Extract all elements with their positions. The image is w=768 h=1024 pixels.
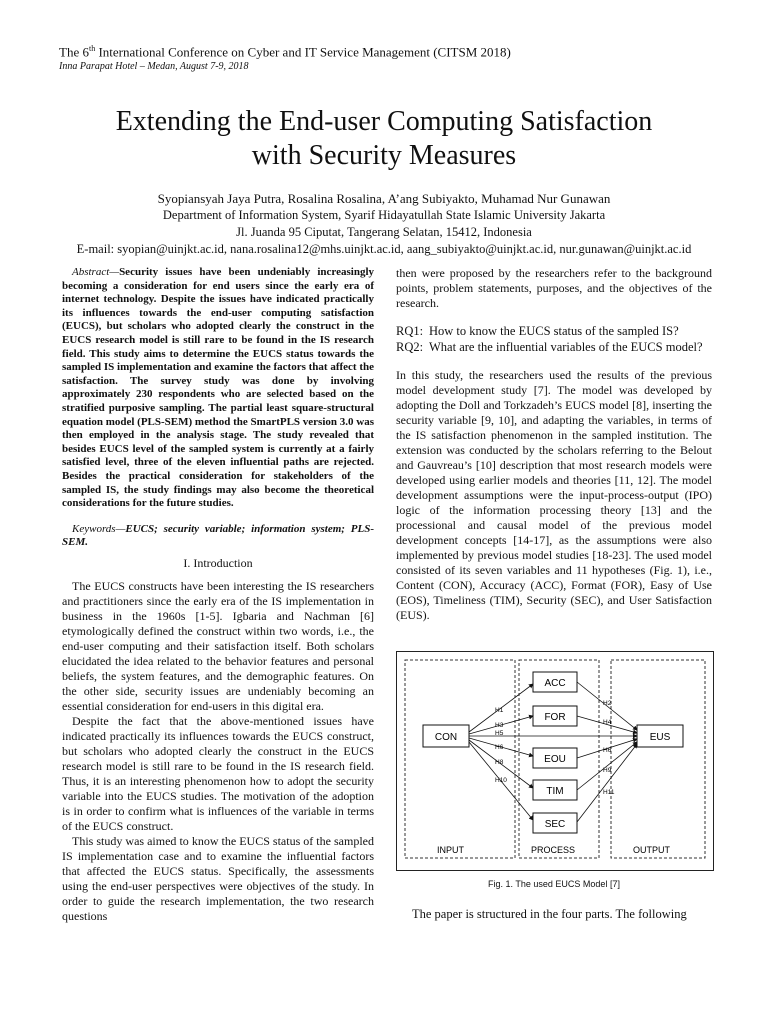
hypothesis-label: H4 (603, 719, 612, 726)
author-block (0, 190, 768, 258)
hypothesis-label: H6 (495, 744, 504, 751)
address: Jl. Juanda 95 Ciputat, Tangerang Selatan, 15412, Indonesia (236, 225, 532, 239)
node-label: ACC (544, 678, 566, 689)
zone-label: PROCESS (531, 845, 576, 855)
zone-label: INPUT (437, 845, 464, 855)
paper-title: Extending the End-user Computing Satisfaction with Security Measures (115, 106, 653, 171)
paragraph: This study was aimed to know the EUCS status of the sampled IS implementation case and to examine the influential factors that affected the EUCS status. Specifically, the assessments using the end-user perspectives were objectives of the study. In order to guide the research implementation, the two research questions (62, 833, 374, 923)
research-question: RQ2: What are the influential variables of the EUCS model? (396, 340, 703, 354)
hypothesis-label: H8 (495, 759, 504, 766)
paragraph: Despite the fact that the above-mentioned issues have indicated practically its influences towards the EUCS construct, but scholars who adopted clearly the construct in the EUCS research model is still rare to be found in the IS research field. Thus, it is an interesting phenomenon how to adopt the security variable into the EUCS studies. The motivation of the adoption is in order to confirm what is influences of the variable in terms of the EUCS construct. (62, 713, 374, 833)
email-line: E-mail: syopian@uinjkt.ac.id, nana.rosalina12@mhs.uinjkt.ac.id, aang_subiyakto@uinjkt.ac.id, nur.gunawan@uinjkt.ac.id (76, 242, 692, 256)
zone-label: OUTPUT (633, 845, 670, 855)
node-label: FOR (544, 712, 566, 723)
left-column (62, 266, 374, 924)
hypothesis-label: H11 (603, 789, 615, 796)
hypothesis-label: H3 (495, 722, 504, 729)
hypothesis-label: H9 (603, 767, 612, 774)
paragraph: The paper is structured in the four parts. The following (412, 907, 687, 921)
node-label: SEC (544, 819, 566, 830)
figure-caption: Fig. 1. The used EUCS Model [7] (488, 879, 620, 889)
author-names: Syopiansyah Jaya Putra, Rosalina Rosalina, A’ang Subiyakto, Muhamad Nur Gunawan (157, 191, 611, 206)
node-label: EUS (649, 732, 671, 743)
hypothesis-label: H2 (603, 700, 612, 707)
hypothesis-label: H1 (495, 707, 504, 714)
hypothesis-label: H10 (495, 777, 507, 784)
conference-venue: Inna Parapat Hotel – Medan, August 7-9, 2018 (59, 61, 249, 72)
hypothesis-label: H5 (495, 730, 504, 737)
node-label: TIM (546, 786, 564, 797)
eucs-model-figure (396, 651, 714, 871)
paragraph: The EUCS constructs have been interesting the IS researchers and practitioners since the early era of the IS implementation in business in the 1960s [1-5]. Igbaria and Nachman [6] etymologically defined the construct within two words, i.e., the end-user computing and their satisfaction itself. Both scholars elucidated the idea related to the behavior features and personal beliefs, the system features, and the demographic features. On the other side, security issues are undeniably becoming an essential consideration for end-users in this digital era. (62, 578, 374, 713)
node-label: CON (434, 732, 458, 743)
right-column (396, 266, 712, 623)
hypothesis-label: H6 (603, 747, 612, 754)
research-question: RQ1: How to know the EUCS status of the sampled IS? (396, 324, 679, 338)
node-label: EOU (544, 754, 566, 765)
paragraph: then were proposed by the researchers refer to the background points, problem statements, purposes, and the objectives of the research. (396, 266, 712, 310)
eucs-diagram (397, 652, 713, 870)
section-heading: I. Introduction (183, 555, 253, 570)
affiliation: Department of Information System, Syarif Hidayatullah State Islamic University Jakarta (162, 208, 606, 222)
conference-header: The 6th International Conference on Cyber and IT Service Management (CITSM 2018) (59, 44, 511, 60)
keywords: Keywords—EUCS; security variable; information system; PLS-SEM. (62, 522, 374, 549)
paragraph: In this study, the researchers used the results of the previous model development study [7]. The model was developed by adopting the Doll and Torkzadeh’s EUCS model [8], inserting the security variable [9, 10], and adapting the variables, in terms of the IS satisfaction phenomenon in the sampled institution. The extension was conducted by the scholars referring to the Belout and Gauvreau’s [10] description that most research models were developed using earlier models and theories [11, 12]. The model development assumptions were the input-process-output (IPO) logic of the information processing theory [13] and the processional and causal model of the previous model development concepts [14-17], as the assumptions were also implemented by previous model studies [18-23]. The used model consisted of its seven variables and 11 hypotheses (Fig. 1), i.e., Content (CON), Accuracy (ACC), Format (FOR), Easy of Use (EOS), Timeliness (TIM), Security (SEC), and User Satisfaction (EUS). (396, 368, 712, 622)
abstract: Abstract—Security issues have been undeniably increasingly becoming a consideration for end users since the early era of internet technology. Despite the issues have indicated practically its influences towards the end-user computing satisfaction (EUCS), but scholars who adopted clearly the construct in the EUCS research model is still rare to be found in the IS research field. This study aims to determine the EUCS status towards the sampled IS implementation and examine the factors that affect the satisfaction. The survey study was done by involving approximately 230 respondents who are selected based on the stratified purposive sampling. The partial least square-structural equation model (PLS-SEM) method the SmartPLS version 3.0 was then employed in the analysis stage. The study revealed that besides EUCS level of the sampled system is currently at a fairly satisfied level, three of the eleven influential paths are rejected. Besides the practical consideration for stakeholders of the sampled IS, the study findings may also become the theoretical considerations for the future studies. (62, 266, 374, 510)
